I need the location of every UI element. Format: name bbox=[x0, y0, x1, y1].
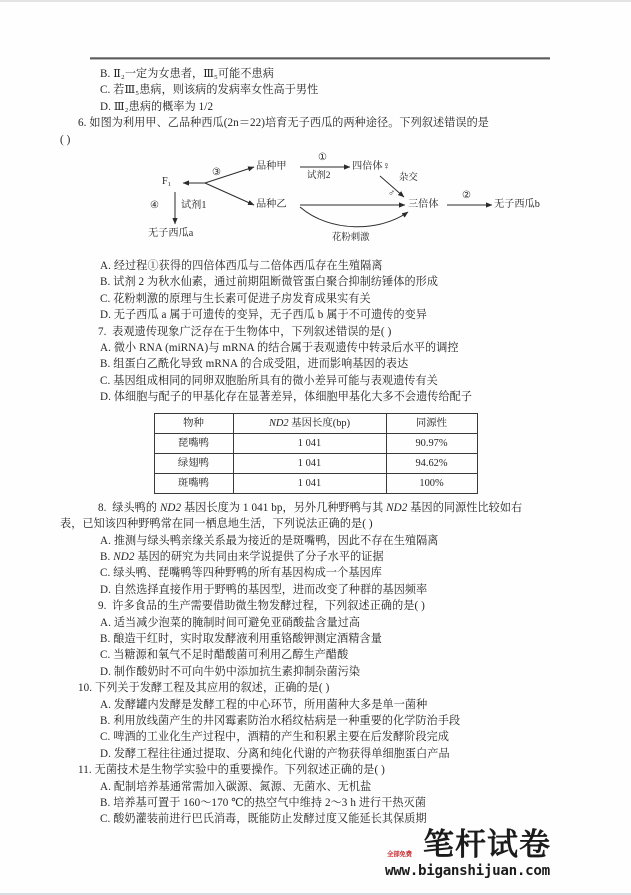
cell-length: 1 041 bbox=[233, 473, 386, 493]
cell-homology: 94.62% bbox=[386, 453, 477, 473]
option-line: D. Ⅲ₂患病的概率为 1/2 bbox=[100, 100, 214, 113]
option-line: B. Ⅱ₂一定为女患者，Ⅲ₅可能不患病 bbox=[100, 68, 274, 80]
diagram-male-symbol: ♂ bbox=[388, 189, 396, 200]
q10-option-c: C. 啤酒的工业化生产过程中，酒精的产生和积累主要在后发酵阶段完成 bbox=[100, 731, 450, 744]
q10-option-d: D. 发酵工程往往通过提取、分离和纯化代谢的产物获得单细胞蛋白产品 bbox=[100, 747, 450, 760]
q9-option-a: A. 适当减少泡菜的腌制时间可避免亚硝酸盐含量过高 bbox=[100, 616, 361, 629]
table-row bbox=[154, 473, 477, 493]
question-6-stem: 6. 如图为利用甲、乙品种西瓜(2n＝22)培育无子西瓜的两种途径。下列叙述错误的是 bbox=[78, 117, 489, 130]
question-8-stem: 8. 绿头鸭的 ND2 基因长度为 1 041 bp，另外几种野鸭与其 ND2 基因的同源性比较如右 bbox=[98, 501, 523, 514]
watermark-free-badge: 全部免费 bbox=[387, 850, 412, 858]
q9-option-d: D. 制作酸奶时不可向牛奶中添加抗生素抑制杂菌污染 bbox=[100, 665, 361, 678]
watermark bbox=[385, 828, 617, 879]
page-content bbox=[0, 66, 631, 828]
question-9-stem: 9. 许多食品的生产需要借助微生物发酵过程，下列叙述正确的是( ) bbox=[98, 600, 425, 613]
q9-option-c: C. 当糖源和氧气不足时醋酸菌可利用乙醇生产醋酸 bbox=[100, 649, 349, 662]
question-11-stem: 11. 无菌技术是生物学实验中的重要操作。下列叙述正确的是( ) bbox=[78, 764, 385, 777]
cell-length: 1 041 bbox=[233, 453, 386, 473]
gene-name-italic: ND2 bbox=[113, 550, 135, 563]
q8-option-d: D. 自然选择直接作用于野鸭的基因型，进而改变了种群的基因频率 bbox=[100, 583, 428, 596]
question-6-stem-cont: ( ) bbox=[60, 133, 71, 146]
diagram-node-seedless-b: 无子西瓜b bbox=[494, 199, 540, 211]
q7-option-d: D. 体细胞与配子的甲基化存在显著差异，体细胞甲基化大多不会遗传给配子 bbox=[100, 391, 473, 404]
q8-option-b bbox=[0, 549, 631, 565]
question-8-stem-cont: 表，已知该四种野鸭常在同一栖息地生活，下列说法正确的是( ) bbox=[60, 518, 373, 531]
gene-length-suffix: 基因长度(bp) bbox=[288, 417, 351, 429]
diagram-node-seedless-a: 无子西瓜a bbox=[148, 228, 194, 240]
cell-species: 绿翅鸭 bbox=[154, 453, 233, 473]
q8-option-c: C. 绿头鸭、琵嘴鸭等四种野鸭的所有基因构成一个基因库 bbox=[100, 567, 382, 580]
question-10-stem: 10. 下列关于发酵工程及其应用的叙述，正确的是( ) bbox=[78, 682, 330, 695]
cell-length: 1 041 bbox=[233, 433, 386, 453]
diagram-reagent-1: 试剂1 bbox=[181, 200, 207, 212]
diagram-step-4: ④ bbox=[150, 200, 159, 212]
cell-homology: 100% bbox=[386, 473, 477, 493]
cell-homology: 90.97% bbox=[386, 433, 477, 453]
q6-option-c: C. 花粉刺激的原理与生长素可促进子房发育成果实有关 bbox=[100, 292, 371, 305]
diagram-node-tetraploid: 四倍体♀ bbox=[352, 161, 391, 173]
q11-option-a: A. 配制培养基通常需加入碳源、氮源、无菌水、无机盐 bbox=[100, 780, 372, 793]
q11-option-c: C. 酸奶灌装前进行巴氏消毒，既能防止发酵过度又能延长其保质期 bbox=[100, 813, 427, 826]
diagram-node-f1: F₁ bbox=[162, 176, 172, 188]
table-header-gene-length bbox=[233, 413, 386, 433]
q7-option-c: C. 基因组成相同的同卵双胞胎所具有的微小差异可能与表观遗传有关 bbox=[100, 374, 438, 387]
diagram-step-2: ② bbox=[462, 190, 471, 202]
table-header-homology: 同源性 bbox=[386, 413, 477, 433]
cell-species: 斑嘴鸭 bbox=[154, 473, 233, 493]
diagram-node-variety-yi: 品种乙 bbox=[256, 199, 287, 211]
header-rule bbox=[90, 57, 550, 60]
watermark-brand: 笔杆试卷 bbox=[423, 827, 551, 863]
q8-option-a: A. 推测与绿头鸭亲缘关系最为接近的是斑嘴鸭，因此不存在生殖隔离 bbox=[100, 534, 439, 547]
diagram-label-cross: 杂交 bbox=[399, 173, 418, 184]
diagram-label-pollen-stimulus: 花粉刺激 bbox=[332, 233, 370, 244]
page-top-edge bbox=[0, 0, 631, 2]
table-header-species: 物种 bbox=[154, 413, 233, 433]
cell-species: 琵嘴鸭 bbox=[154, 433, 233, 453]
q6-option-a: A. 经过程①获得的四倍体西瓜与二倍体西瓜存在生殖隔离 bbox=[100, 260, 383, 273]
option-letter: B. bbox=[100, 550, 114, 563]
option-text: 基因的研究为共同由来学说提供了分子水平的证据 bbox=[134, 550, 384, 563]
nd2-table-wrapper bbox=[0, 413, 631, 494]
gene-name-italic: ND2 bbox=[268, 417, 289, 429]
diagram-node-variety-jia: 品种甲 bbox=[256, 161, 287, 173]
table-row bbox=[154, 453, 477, 473]
table-header-row bbox=[154, 413, 477, 433]
q10-option-a: A. 发酵罐内发酵是发酵工程的中心环节，所用菌种大多是单一菌种 bbox=[100, 698, 428, 711]
q9-option-b: B. 酿造干红时，实时取发酵液利用重铬酸钾测定酒精含量 bbox=[100, 632, 382, 645]
gene-name-italic: ND2 bbox=[386, 501, 408, 514]
q10-option-b: B. 利用放线菌产生的井冈霉素防治水稻纹枯病是一种重要的化学防治手段 bbox=[100, 714, 461, 727]
q7-option-a: A. 微小 RNA (miRNA)与 mRNA 的结合属于表观遗传中转录后水平的调控 bbox=[100, 342, 459, 355]
diagram-reagent-2: 试剂2 bbox=[307, 171, 331, 182]
q11-option-b: B. 培养基可置于 160～170 ℃的热空气中维持 2～3 h 进行干热灭菌 bbox=[100, 797, 427, 809]
diagram-step-3: ③ bbox=[212, 167, 221, 179]
watermark-url[interactable]: www.biganshijuan.com bbox=[385, 863, 550, 879]
gene-name-italic: ND2 bbox=[159, 501, 182, 514]
table-row bbox=[154, 433, 477, 453]
q6-option-b: B. 试剂 2 为秋水仙素，通过前期阻断微管蛋白聚合抑制纺锤体的形成 bbox=[100, 276, 439, 289]
diagram-step-1: ① bbox=[318, 152, 327, 164]
q7-option-b: B. 组蛋白乙酰化导致 mRNA 的合成受阻，进而影响基因的表达 bbox=[100, 358, 409, 371]
question-7-stem: 7. 表观遗传现象广泛存在于生物体中，下列叙述错误的是( ) bbox=[98, 325, 392, 338]
option-line: C. 若Ⅲ₅患病，则该病的发病率女性高于男性 bbox=[100, 84, 319, 97]
diagram-node-triploid: 三倍体 bbox=[408, 199, 439, 211]
nd2-gene-homology-table bbox=[154, 413, 478, 494]
breeding-pathway-diagram bbox=[0, 150, 631, 258]
q6-option-d: D. 无子西瓜 a 属于可遗传的变异，无子西瓜 b 属于不可遗传的变异 bbox=[100, 309, 428, 322]
